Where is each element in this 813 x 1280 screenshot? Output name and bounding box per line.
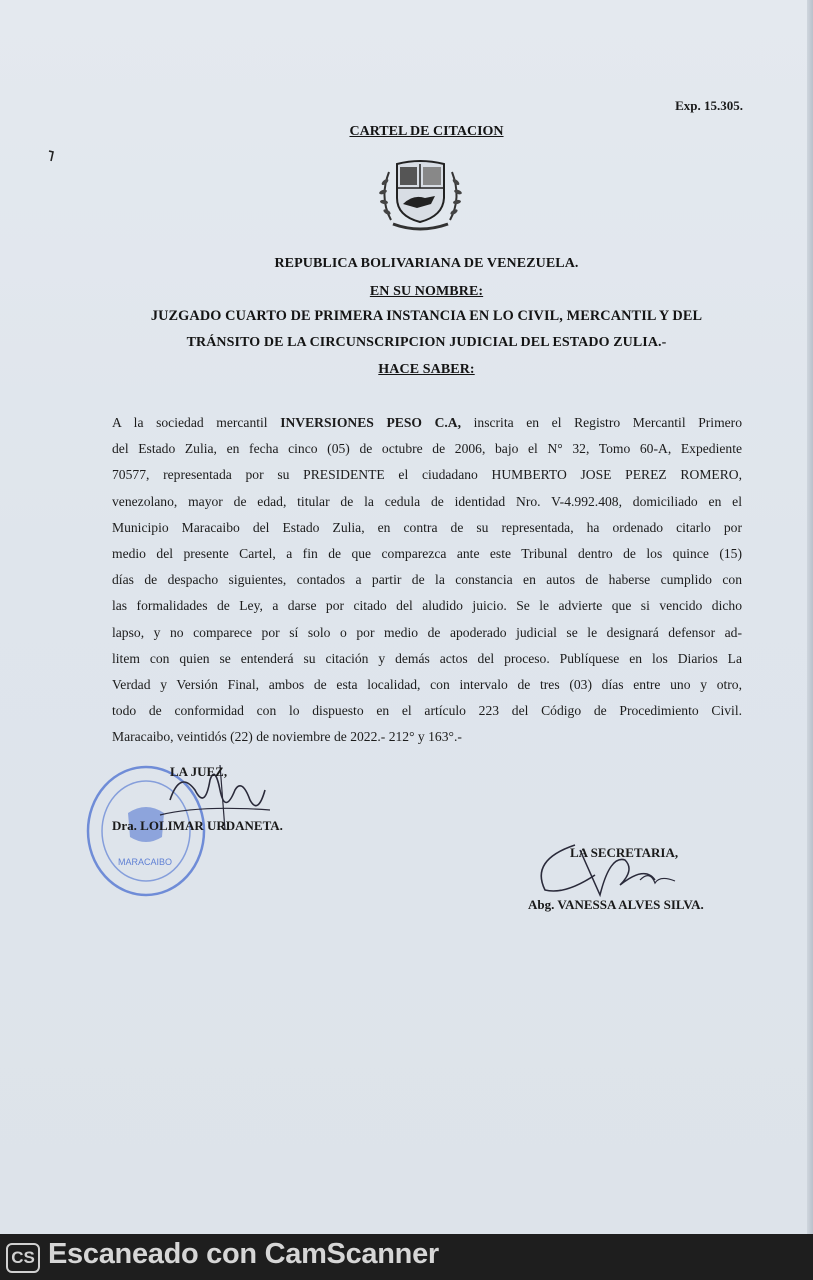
- judge-label: LA JUEZ,: [170, 764, 228, 779]
- page-edge: [807, 0, 813, 1234]
- secretary-label: LA SECRETARIA,: [570, 845, 679, 860]
- expediente-number: Exp. 15.305.: [675, 98, 743, 113]
- date-line: Maracaibo, veintidós (22) de noviembre de 2022.- 212° y 163°.-: [112, 729, 462, 745]
- header-en-su-nombre: EN SU NOMBRE:: [369, 284, 484, 299]
- citation-body: [112, 410, 742, 750]
- secretary-name: Abg. VANESSA ALVES SILVA.: [528, 897, 704, 912]
- body-line: 70577, representada por su PRESIDENTE el ciudadano HUMBERTO JOSE PEREZ ROMERO,: [112, 467, 742, 483]
- camscanner-logo-icon: CS: [6, 1243, 40, 1273]
- header-country: REPUBLICA BOLIVARIANA DE VENEZUELA.: [274, 256, 579, 271]
- body-line: días de despacho siguientes, contados a partir de la constancia en autos de haberse cumplido con: [112, 572, 742, 588]
- body-line: Verdad y Versión Final, ambos de esta localidad, con intervalo de tres (03) días entre uno y otro,: [112, 676, 742, 692]
- body-line: venezolano, mayor de edad, titular de la cedula de identidad Nro. V-4.992.408, domiciliado en el: [112, 493, 742, 509]
- body-line: del Estado Zulia, en fecha cinco (05) de octubre de 2006, bajo el N° 32, Tomo 60-A, Expediente: [112, 441, 742, 457]
- header-court-line1: JUZGADO CUARTO DE PRIMERA INSTANCIA EN LO CIVIL, MERCANTIL Y DEL: [150, 308, 703, 324]
- company-name: INVERSIONES PESO C.A,: [280, 415, 462, 430]
- scanner-footer: [0, 1234, 813, 1280]
- header-hace-saber: HACE SABER:: [378, 362, 475, 377]
- document-title: CARTEL DE CITACION: [349, 124, 504, 139]
- scanner-watermark-text: Escaneado con CamScanner: [48, 1238, 439, 1270]
- body-line: todo de conformidad con lo dispuesto en el artículo 223 del Código de Procedimiento Civil.: [112, 703, 742, 719]
- header-court-line2: TRÁNSITO DE LA CIRCUNSCRIPCION JUDICIAL DEL ESTADO ZULIA.-: [186, 335, 667, 350]
- coat-of-arms-icon: [373, 158, 468, 236]
- body-line: las formalidades de Ley, a darse por citado del aludido juicio. Se le advierte que si vencido dicho: [112, 598, 742, 614]
- body-line: litem con quien se entenderá su citación y demás actos del proceso. Publíquese en los Diarios La: [112, 650, 742, 666]
- judge-name: Dra. LOLIMAR URDANETA.: [112, 818, 283, 833]
- body-line: A la sociedad mercantil INVERSIONES PESO C.A, inscrita en el Registro Mercantil Primero: [112, 415, 742, 430]
- body-line: lapso, y no comparece por sí solo o por medio de apoderado judicial se le designará defensor ad-: [112, 624, 742, 640]
- ink-mark: [48, 150, 54, 162]
- body-line: medio del presente Cartel, a fin de que comparezca ante este Tribunal dentro de los quince (15): [112, 545, 742, 561]
- stamp-text: MARACAIBO: [118, 857, 173, 867]
- body-line: Municipio Maracaibo del Estado Zulia, en contra de su representada, ha ordenado citarlo por: [112, 519, 742, 535]
